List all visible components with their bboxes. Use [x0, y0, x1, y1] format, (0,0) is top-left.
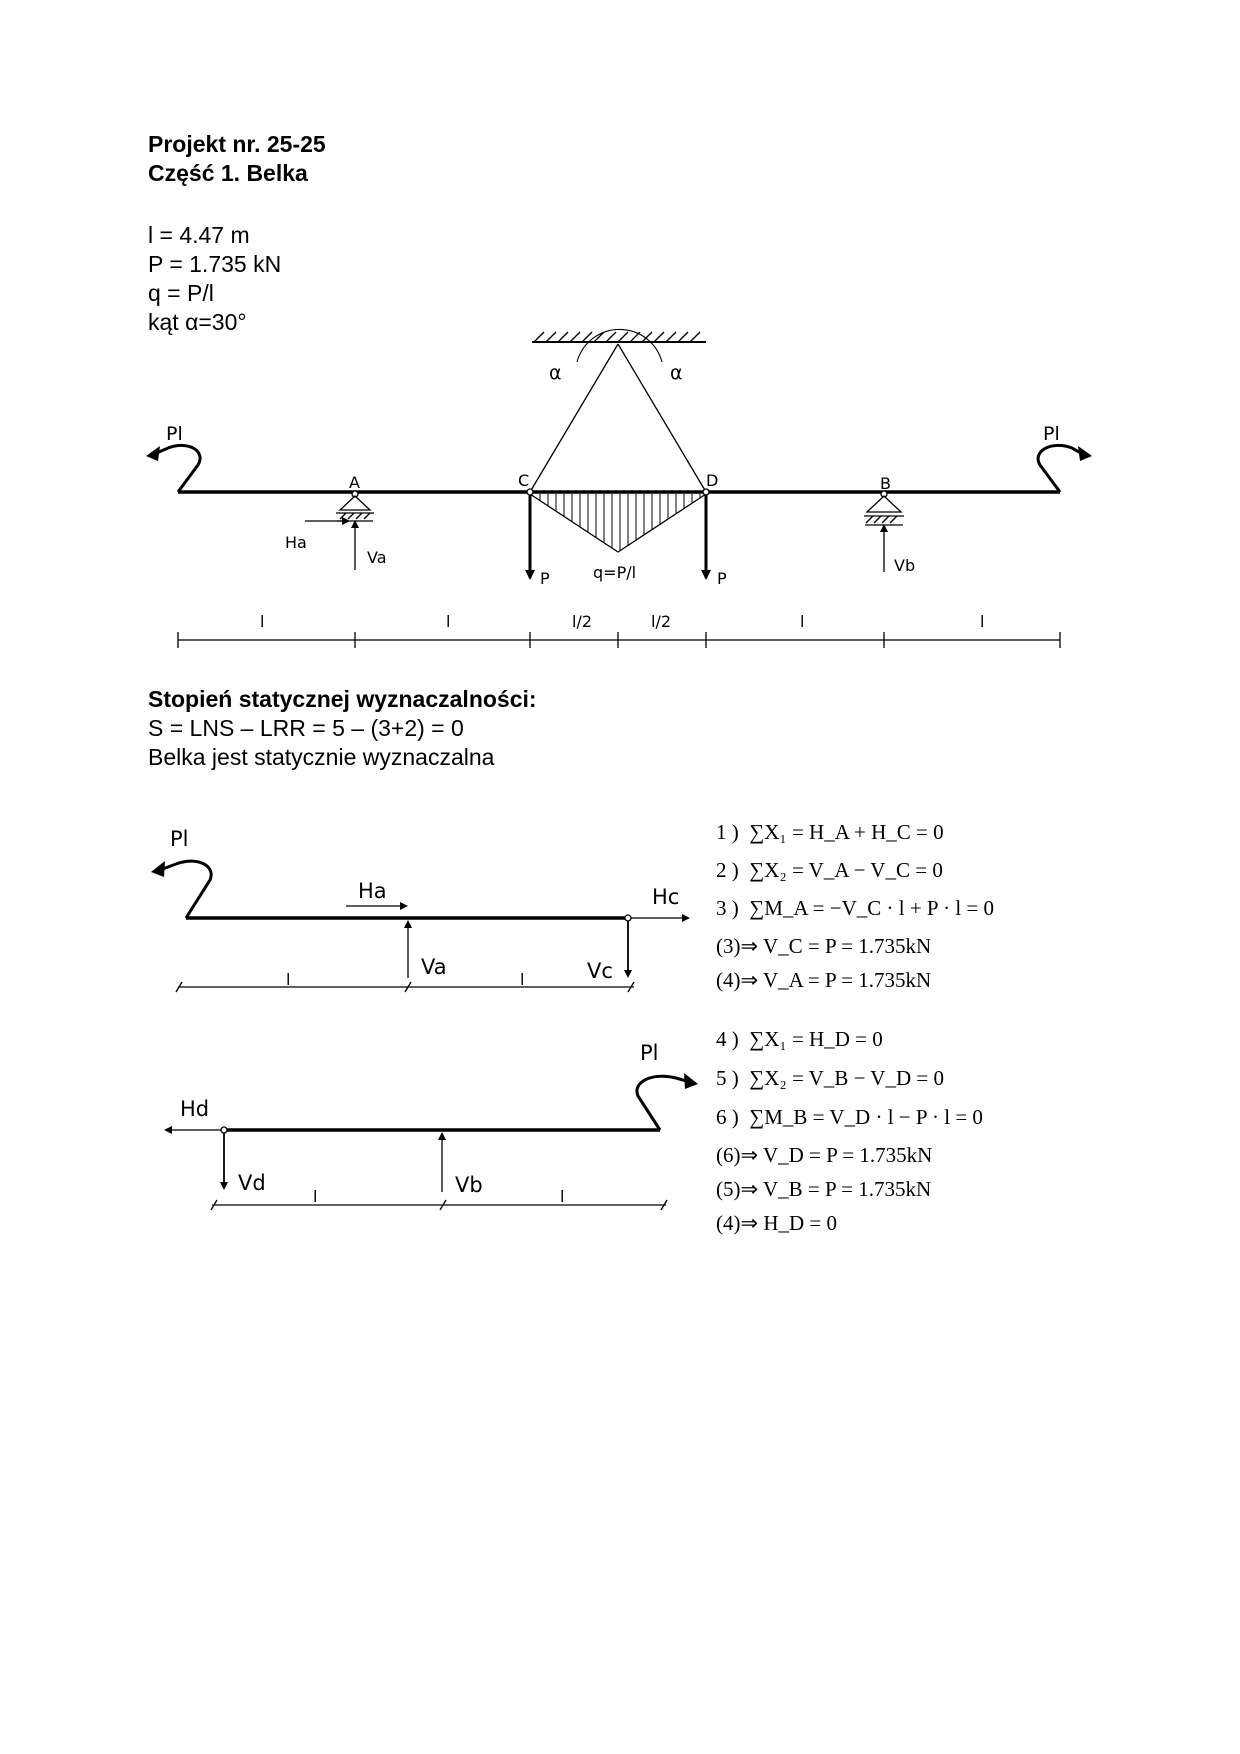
static-determinacy — [148, 685, 537, 772]
statics-formula: S = LNS – LRR = 5 – (3+2) = 0 — [148, 715, 464, 741]
dim-label-5: l — [800, 612, 805, 631]
rod-right — [618, 344, 706, 492]
part-title: Część 1. Belka — [148, 160, 308, 186]
label-vb: Vb — [894, 556, 916, 575]
free-body-right — [166, 1041, 698, 1210]
dim-label-2a: l — [286, 970, 291, 989]
moment-pl-left-segment — [151, 861, 211, 918]
project-title: Projekt nr. 25-25 — [148, 131, 326, 157]
equation-5: (4)⇒ V_A = P = 1.735kN — [716, 968, 932, 992]
label-ha: Ha — [285, 533, 307, 552]
free-body-left — [151, 827, 688, 992]
dim-label-3a: l — [313, 1187, 318, 1206]
rod-left — [530, 344, 618, 492]
label-va-2: Va — [421, 955, 447, 979]
label-hd: Hd — [180, 1097, 210, 1121]
param-l: l = 4.47 m — [148, 222, 250, 248]
label-vd: Vd — [238, 1171, 266, 1195]
dim-label-3: l/2 — [572, 612, 593, 631]
label-hc: Hc — [652, 885, 680, 909]
label-alpha-right: α — [670, 362, 683, 384]
statics-heading: Stopień statycznej wyznaczalności: — [148, 686, 537, 712]
label-point-a: A — [349, 473, 360, 492]
equation-4: (3)⇒ V_C = P = 1.735kN — [716, 934, 932, 958]
equation-1: 1 ) ∑X₁ = H_A + H_C = 0 — [716, 820, 944, 844]
moment-right — [1038, 445, 1092, 492]
dim-label-6: l — [980, 612, 985, 631]
support-b — [864, 491, 904, 525]
label-p-d: P — [717, 569, 727, 588]
label-point-b: B — [880, 474, 891, 493]
dimension-line — [178, 632, 1060, 648]
label-pl-3: Pl — [640, 1041, 659, 1065]
label-point-d: D — [706, 471, 719, 490]
moment-left — [146, 445, 200, 492]
equation-10: (5)⇒ V_B = P = 1.735kN — [716, 1177, 932, 1201]
statics-conclusion: Belka jest statycznie wyznaczalna — [148, 744, 495, 770]
support-a — [336, 491, 374, 521]
label-va: Va — [367, 548, 387, 567]
label-vc: Vc — [587, 959, 613, 983]
label-pl-2: Pl — [170, 827, 189, 851]
equation-9: (6)⇒ V_D = P = 1.735kN — [716, 1143, 933, 1167]
ceiling-support — [532, 332, 706, 342]
equation-3: 3 ) ∑M_A = −V_C · l + P · l = 0 — [716, 896, 995, 920]
param-p: P = 1.735 kN — [148, 251, 282, 277]
label-q: q=P/l — [593, 563, 637, 582]
label-alpha-left: α — [549, 362, 562, 384]
dim-label-3b: l — [560, 1187, 565, 1206]
distributed-load — [530, 494, 706, 552]
label-pl-right: Pl — [1043, 423, 1060, 445]
equation-8: 6 ) ∑M_B = V_D · l − P · l = 0 — [716, 1105, 983, 1129]
moment-pl-right-segment — [637, 1073, 698, 1130]
label-pl-left: Pl — [166, 423, 183, 445]
equation-2: 2 ) ∑X₂ = V_A − V_C = 0 — [716, 858, 943, 882]
label-p-c: P — [540, 569, 550, 588]
dim-label-1: l — [260, 612, 265, 631]
dim-label-2b: l — [520, 970, 525, 989]
equation-6: 4 ) ∑X₁ = H_D = 0 — [716, 1027, 883, 1051]
dim-label-2: l — [446, 612, 451, 631]
dim-label-4: l/2 — [651, 612, 672, 631]
label-ha-2: Ha — [358, 879, 387, 903]
param-angle: kąt α=30° — [148, 309, 247, 335]
label-point-c: C — [518, 471, 530, 490]
param-q: q = P/l — [148, 280, 214, 306]
equation-11: (4)⇒ H_D = 0 — [716, 1211, 838, 1235]
label-vb-3: Vb — [455, 1173, 483, 1197]
equation-7: 5 ) ∑X₂ = V_B − V_D = 0 — [716, 1066, 944, 1090]
